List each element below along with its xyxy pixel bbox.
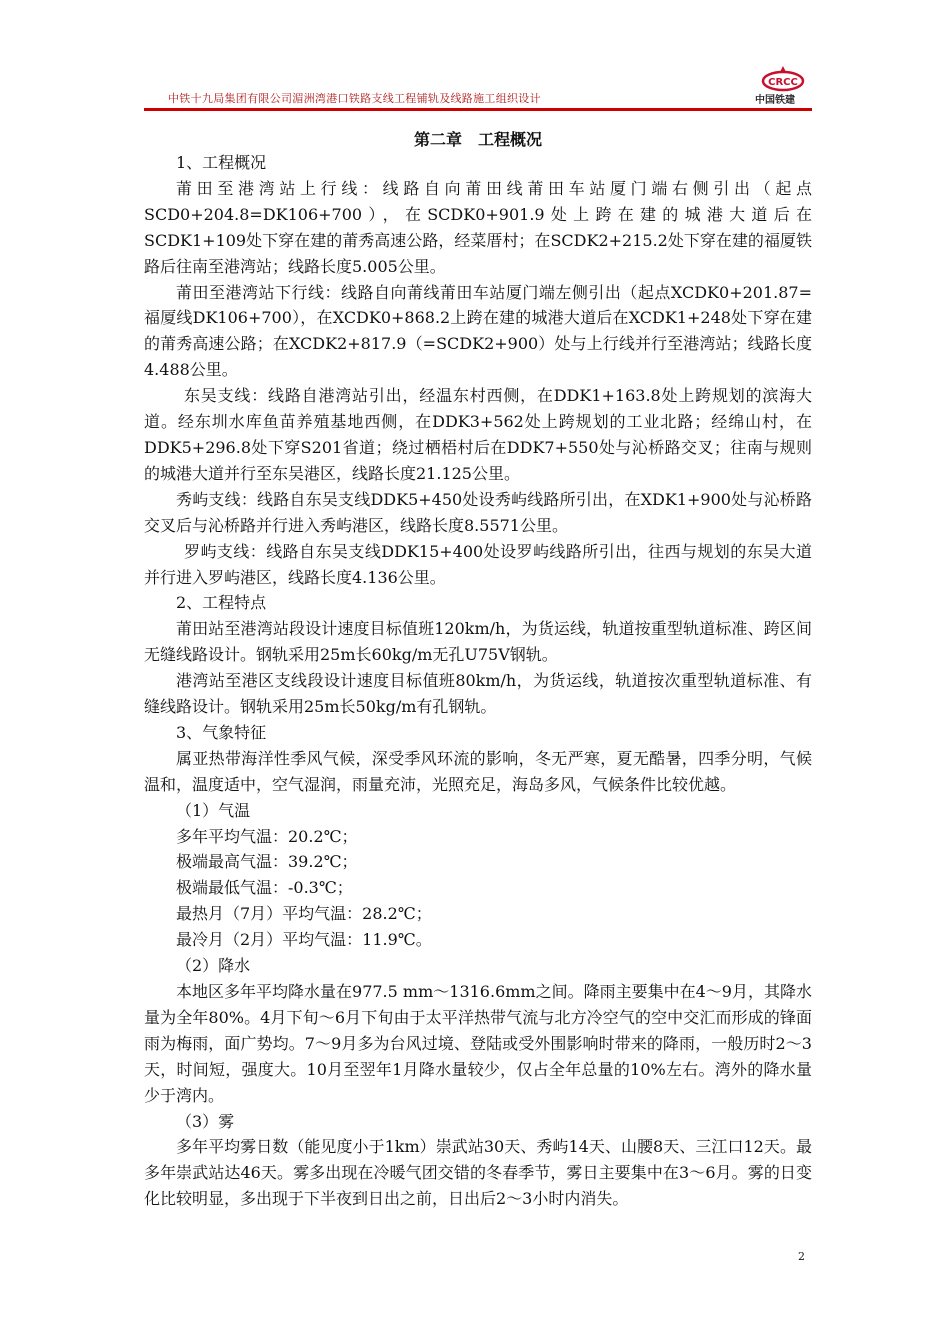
paragraph: 最冷月（2月）平均气温：11.9℃。 [176, 930, 432, 950]
header-title: 中铁十九局集团有限公司湄洲湾港口铁路支线工程铺轨及线路施工组织设计 [168, 92, 541, 105]
paragraph: 多年平均气温：20.2℃； [176, 826, 358, 846]
paragraph: 极端最高气温：39.2℃； [176, 852, 358, 872]
document-body [144, 150, 812, 1212]
logo-text: 中国铁建 [755, 95, 795, 106]
paragraph: 3、气象特征 [176, 722, 267, 742]
paragraph: 1、工程概况 [176, 153, 267, 172]
paragraph: 属亚热带海洋性季风气候，深受季风环流的影响，冬无严寒，夏无酷暑，四季分明，气候温和，温度适中，空气湿润，雨量充沛，光照充足，海岛多风，气候条件比较优越。 [144, 748, 812, 794]
paragraph: （2）降水 [176, 956, 251, 976]
paragraph: 最热月（7月）平均气温：28.2℃； [176, 904, 432, 924]
paragraph: 港湾站至港区支线段设计速度目标值班80km/h，为货运线，轨道按次重型轨道标准、有缝线路设计。钢轨采用25m长50kg/m有孔钢轨。 [144, 671, 812, 717]
paragraph: 莆田至港湾站下行线：线路自向莆线莆田车站厦门端左侧引出（起点XCDK0+201.87=福厦线DK106+700），在XCDK0+868.2上跨在建的城港大道后在XCDK1+248处下穿在建的莆秀高速公路；在XCDK2+817.9（=SCDK2+900）处与上行线并行至港湾站；线路长度4.488公里。 [144, 282, 812, 380]
paragraph: 东吴支线：线路自港湾站引出，经温东村西侧，在DDK1+163.8处上跨规划的滨海大道。经东圳水库鱼苗养殖基地西侧，在DDK3+562处上跨规划的工业北路；经绵山村，在DDK5+296.8处下穿S201省道；绕过栖梧村后在DDK7+550处与沁桥路交叉；往南与规则的城港大道并行至东吴港区，线路长度21.125公里。 [144, 386, 812, 483]
paragraph: 本地区多年平均降水量在977.5 mm～1316.6mm之间。降雨主要集中在4～9月，其降水量为全年80%。4月下旬～6月下旬由于太平洋热带气流与北方冷空气的空中交汇而形成的锋面雨为梅雨，面广势均。7～9月多为台风过境、登陆或受外围影响时带来的降雨，一般历时2～3天，时间短，强度大。10月至翌年1月降水量较少，仅占全年总量的10%左右。湾外的降水量少于湾内。 [144, 982, 812, 1105]
paragraph: 莆田站至港湾站段设计速度目标值班120km/h，为货运线，轨道按重型轨道标准、跨区间无缝线路设计。钢轨采用25m长60kg/m无孔U75V钢轨。 [144, 619, 812, 665]
chapter-title: 第二章 工程概况 [413, 130, 542, 149]
header-rule [144, 108, 812, 111]
paragraph: 2、工程特点 [176, 593, 267, 613]
paragraph: 多年平均雾日数（能见度小于1km）崇武站30天、秀屿14天、山腰8天、三江口12天。最多年崇武站达46天。雾多出现在冷暖气团交错的冬春季节，雾日主要集中在3～6月。雾的日变化比较明显，多出现于下半夜到日出之前，日出后2～3小时内消失。 [144, 1137, 812, 1209]
paragraph: 极端最低气温：-0.3℃； [176, 878, 353, 898]
paragraph: 莆田至港湾站上行线：线路自向莆田线莆田车站厦门端右侧引出（起点SCD0+204.8=DK106+700），在SCDK0+901.9处上跨在建的城港大道后在SCDK1+109处下穿在建的莆秀高速公路，经菜厝村；在SCDK2+215.2处下穿在建的福厦铁路后往南至港湾站；线路长度5.005公里。 [144, 178, 812, 276]
paragraph: （1）气温 [176, 800, 251, 820]
page-number: 2 [798, 1250, 805, 1263]
paragraph: （3）雾 [176, 1111, 235, 1131]
paragraph: 秀屿支线：线路自东吴支线DDK5+450处设秀屿线路所引出，在XDK1+900处与沁桥路交叉后与沁桥路并行进入秀屿港区，线路长度8.5571公里。 [144, 489, 812, 535]
paragraph: 罗屿支线：线路自东吴支线DDK15+400处设罗屿线路所引出，往西与规划的东吴大道并行进入罗屿港区，线路长度4.136公里。 [144, 541, 812, 587]
logo-mark: CRCC [768, 77, 798, 88]
